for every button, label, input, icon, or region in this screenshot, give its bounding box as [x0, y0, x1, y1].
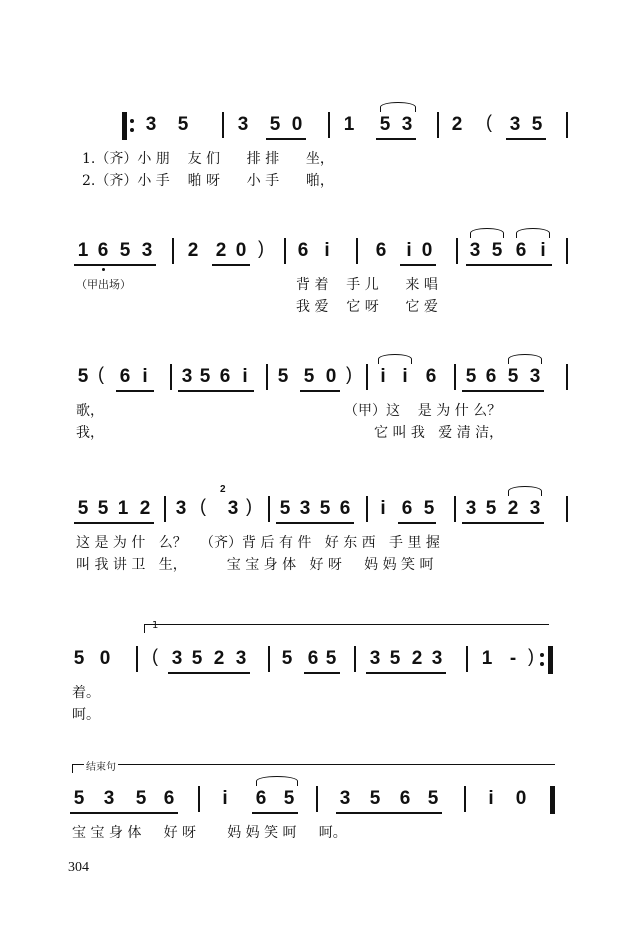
- lyric-line: 歌，: [76, 403, 104, 419]
- note: 3: [171, 648, 183, 669]
- system-2: [0, 238, 640, 338]
- note: 5: [135, 788, 147, 809]
- notation-line: [0, 364, 640, 394]
- note: 0: [99, 648, 111, 669]
- page-number: 304: [68, 860, 89, 875]
- system-1: [0, 112, 640, 212]
- volta-bracket: [144, 624, 549, 633]
- note: 3: [141, 240, 153, 261]
- lyric-line: 我 爱 它 呀 它 爱: [296, 299, 438, 315]
- note: 3: [181, 366, 193, 387]
- barline: [454, 496, 456, 522]
- barline: [284, 238, 286, 264]
- eighth-beam: [336, 812, 442, 814]
- note: 0: [325, 366, 337, 387]
- barline: [356, 238, 358, 264]
- note: 5: [485, 498, 497, 519]
- barline: [366, 496, 368, 522]
- lyric-line: 叫 我 讲 卫 生， 宝 宝 身 体 好 呀 妈 妈 笑 呵: [76, 557, 434, 573]
- note: 0: [291, 114, 303, 135]
- note: 1: [343, 114, 355, 135]
- slur: [470, 228, 504, 238]
- eighth-beam: [506, 138, 546, 140]
- note: 6: [515, 240, 527, 261]
- note: 3: [401, 114, 413, 135]
- note: 5: [277, 366, 289, 387]
- note: 5: [77, 366, 89, 387]
- paren: (: [200, 496, 206, 516]
- barline: [354, 646, 356, 672]
- barline: [366, 364, 368, 390]
- note: 5: [423, 498, 435, 519]
- low-octave-dot: [102, 268, 105, 271]
- system-5: [0, 620, 640, 746]
- barline: [172, 238, 174, 264]
- eighth-beam: [276, 522, 354, 524]
- slur: [380, 102, 416, 112]
- paren: (: [486, 112, 492, 132]
- ending-label: 结束句: [84, 758, 118, 773]
- lyric-line: 我，: [76, 425, 104, 441]
- note: 5: [73, 648, 85, 669]
- note: 3: [369, 648, 381, 669]
- note: 2: [507, 498, 519, 519]
- note: 1: [117, 498, 129, 519]
- note: 3: [465, 498, 477, 519]
- note: 5: [191, 648, 203, 669]
- barline: [328, 112, 330, 138]
- lyric-line: 它 叫 我 爱 清 洁，: [374, 425, 504, 441]
- note: 1: [77, 240, 89, 261]
- paren: (: [152, 646, 158, 666]
- note: 3: [299, 498, 311, 519]
- note: i: [380, 498, 386, 519]
- note: 5: [465, 366, 477, 387]
- grace-note: 2: [220, 484, 226, 495]
- note: 5: [97, 498, 109, 519]
- note: 5: [369, 788, 381, 809]
- notation-line: [0, 484, 640, 526]
- eighth-beam: [74, 264, 156, 266]
- note: 3: [339, 788, 351, 809]
- note: i: [380, 366, 386, 387]
- note: 6: [425, 366, 437, 387]
- notation-line: [0, 112, 640, 142]
- ending-bracket: [72, 764, 555, 773]
- system-6: [0, 762, 640, 886]
- note: 0: [235, 240, 247, 261]
- eighth-beam: [70, 812, 178, 814]
- barline: [464, 786, 466, 812]
- note: 5: [119, 240, 131, 261]
- note: 3: [431, 648, 443, 669]
- lyric-line: 背 着 手 儿 来 唱: [296, 277, 438, 293]
- note: i: [324, 240, 330, 261]
- lyric-line: （甲）这 是 为 什 么？: [344, 403, 502, 419]
- eighth-beam: [398, 522, 436, 524]
- barline: [566, 364, 568, 390]
- eighth-beam: [462, 390, 544, 392]
- note: 3: [509, 114, 521, 135]
- eighth-beam: [74, 522, 154, 524]
- note: 5: [325, 648, 337, 669]
- eighth-beam: [168, 672, 250, 674]
- paren: ): [346, 364, 352, 384]
- note: 6: [97, 240, 109, 261]
- eighth-beam: [266, 138, 306, 140]
- barline: [456, 238, 458, 264]
- repeat-start-barline: [122, 112, 127, 140]
- note: 5: [73, 788, 85, 809]
- eighth-beam: [466, 264, 552, 266]
- note: 5: [281, 648, 293, 669]
- barline: [136, 646, 138, 672]
- eighth-beam: [252, 812, 298, 814]
- eighth-beam: [400, 264, 436, 266]
- repeat-dot: [130, 119, 134, 123]
- note: 5: [427, 788, 439, 809]
- note: 5: [269, 114, 281, 135]
- note: 6: [255, 788, 267, 809]
- repeat-end-barline: [548, 646, 553, 674]
- eighth-beam: [366, 672, 446, 674]
- lyric-line: 2.（齐）小 手 啪 呀 小 手 啪，: [82, 173, 334, 189]
- note: i: [540, 240, 546, 261]
- note: 0: [421, 240, 433, 261]
- note: 2: [451, 114, 463, 135]
- lyric-line: 宝 宝 身 体 好 呀 妈 妈 笑 呵 呵。: [72, 825, 347, 841]
- note: 3: [235, 648, 247, 669]
- paren: (: [98, 364, 104, 384]
- barline: [466, 646, 468, 672]
- note: 5: [77, 498, 89, 519]
- note: 3: [469, 240, 481, 261]
- lyric-line: 这 是 为 什 么？ （齐）背 后 有 件 好 东 西 手 里 握: [76, 535, 440, 551]
- note: 6: [163, 788, 175, 809]
- repeat-dot: [130, 128, 134, 132]
- lyric-line: 呵。: [72, 707, 100, 723]
- note: i: [142, 366, 148, 387]
- barline: [454, 364, 456, 390]
- note: 2: [187, 240, 199, 261]
- eighth-beam: [300, 390, 340, 392]
- note: 5: [303, 366, 315, 387]
- note: -: [509, 648, 517, 669]
- barline: [268, 646, 270, 672]
- final-barline: [550, 786, 555, 814]
- note: 3: [175, 498, 187, 519]
- note: 6: [119, 366, 131, 387]
- barline: [566, 112, 568, 138]
- note: 2: [215, 240, 227, 261]
- note: 6: [375, 240, 387, 261]
- eighth-beam: [304, 672, 340, 674]
- slur: [508, 354, 542, 364]
- eighth-beam: [462, 522, 544, 524]
- note: 3: [529, 498, 541, 519]
- repeat-dot: [540, 653, 544, 657]
- notation-line: [0, 238, 640, 268]
- note: 3: [227, 498, 239, 519]
- lyric-line: 着。: [72, 685, 100, 701]
- system-4: [0, 484, 640, 596]
- barline: [198, 786, 200, 812]
- barline: [437, 112, 439, 138]
- note: 1: [481, 648, 493, 669]
- note: 5: [279, 498, 291, 519]
- slur: [378, 354, 412, 364]
- eighth-beam: [376, 138, 416, 140]
- note: i: [406, 240, 412, 261]
- notation-line: [0, 646, 640, 676]
- note: 6: [219, 366, 231, 387]
- repeat-dot: [540, 662, 544, 666]
- eighth-beam: [178, 390, 254, 392]
- slur: [516, 228, 550, 238]
- note: i: [488, 788, 494, 809]
- barline: [566, 496, 568, 522]
- barline: [222, 112, 224, 138]
- lyric-line: （甲出场）: [76, 278, 131, 291]
- eighth-beam: [212, 264, 250, 266]
- note: i: [242, 366, 248, 387]
- note: 6: [485, 366, 497, 387]
- note: i: [402, 366, 408, 387]
- note: 6: [297, 240, 309, 261]
- notation-line: [0, 786, 640, 816]
- lyric-line: 1.（齐）小 朋 友 们 排 排 坐，: [82, 151, 334, 167]
- note: 5: [507, 366, 519, 387]
- note: 3: [237, 114, 249, 135]
- note: 5: [379, 114, 391, 135]
- note: 5: [199, 366, 211, 387]
- note: 3: [145, 114, 157, 135]
- barline: [266, 364, 268, 390]
- note: 6: [399, 788, 411, 809]
- slur: [256, 776, 298, 786]
- system-3: [0, 364, 640, 464]
- note: 5: [389, 648, 401, 669]
- paren: ): [246, 496, 252, 516]
- barline: [268, 496, 270, 522]
- note: 2: [213, 648, 225, 669]
- note: 6: [401, 498, 413, 519]
- barline: [566, 238, 568, 264]
- note: 5: [491, 240, 503, 261]
- paren: ): [258, 238, 264, 258]
- note: 6: [307, 648, 319, 669]
- note: i: [222, 788, 228, 809]
- note: 0: [515, 788, 527, 809]
- note: 2: [411, 648, 423, 669]
- note: 5: [531, 114, 543, 135]
- note: 2: [139, 498, 151, 519]
- slur: [508, 486, 542, 496]
- paren: ): [528, 646, 534, 666]
- note: 5: [319, 498, 331, 519]
- note: 6: [339, 498, 351, 519]
- volta-label: 1: [152, 620, 159, 631]
- note: 3: [529, 366, 541, 387]
- note: 5: [283, 788, 295, 809]
- note: 5: [177, 114, 189, 135]
- barline: [170, 364, 172, 390]
- eighth-beam: [116, 390, 154, 392]
- barline: [164, 496, 166, 522]
- note: 3: [103, 788, 115, 809]
- barline: [316, 786, 318, 812]
